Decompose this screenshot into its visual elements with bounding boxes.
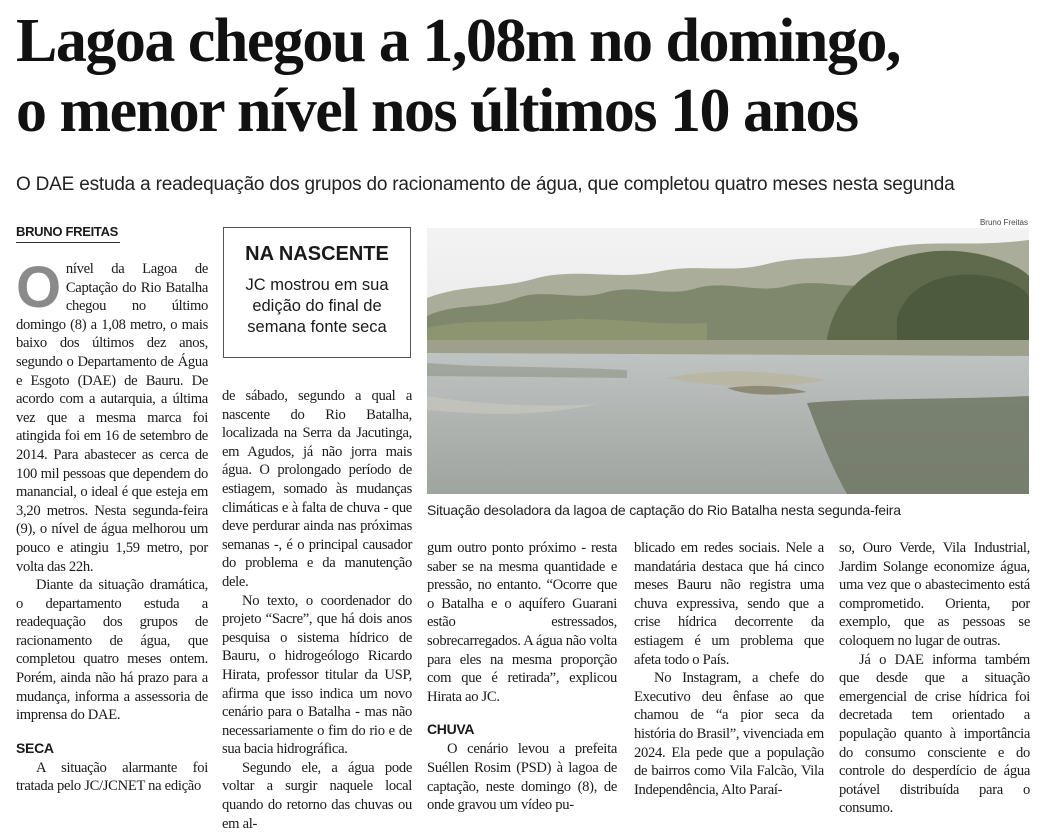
- article-paragraph: A situação alarmante foi tratada pelo JC/JCNET na edição: [16, 759, 208, 795]
- article-column-4: [634, 539, 824, 799]
- author-byline: BRUNO FREITAS: [16, 224, 120, 243]
- section-heading-seca: SECA: [16, 739, 54, 756]
- article-paragraph: No Instagram, a chefe do Executivo deu ênfase ao que chamou de “a pior seca da história do Brasil”, vivenciada em 2024. Ela pede que a população de bairros como Vila Falcão, Vila Independência, Alto Paraí-: [634, 670, 824, 798]
- box-title: NA NASCENTE: [245, 243, 389, 265]
- related-story-box[interactable]: [223, 227, 411, 358]
- lagoon-photo: [427, 228, 1029, 494]
- photo-credit: Bruno Freitas: [979, 218, 1028, 227]
- headline-line-1: Lagoa chegou a 1,08m no domingo,: [16, 7, 900, 75]
- article-paragraph: so, Ouro Verde, Vila Industrial, Jardim Solange economize água, uma vez que o abastecimento está comprometido. Orienta, por exemplo, que as pessoas se coloquem no lugar de outras.: [839, 540, 1030, 649]
- article-paragraph: Diante da situação dramática, o departamento estuda a readequação dos grupos de racionamento de água, que completou quatro meses ontem. Porém, ainda não há prazo para a mudança, informa a assessoria de imprensa do DAE.: [16, 577, 208, 724]
- article-paragraph: Já o DAE informa também que desde que a situação emergencial de crise hídrica foi decretada tem orientado a população quanto à importância do consumo consciente e do controle do desperdício de água potável distribuída para o consumo.: [839, 651, 1030, 817]
- article-paragraph: No texto, o coordenador do projeto “Sacre”, que há dois anos pesquisa o sistema hídrico de Bauru, o hidrogeólogo Ricardo Hirata, professor titular da USP, afirma que isso indica um novo cenário para o Batalha - mas não necessariamente o fim do rio e de sua bacia hidrográfica.: [222, 592, 412, 758]
- article-column-2: [222, 387, 412, 833]
- article-column-3: [427, 539, 617, 815]
- article-column-5: [839, 539, 1030, 818]
- section-heading-chuva: CHUVA: [427, 721, 475, 738]
- article-paragraph: de sábado, segundo a qual a nascente do Rio Batalha, localizada na Serra da Jacutinga, em Agudos, já não jorra mais água. O prolongado período de estiagem, somado às mudanças climáticas e à falta de chuva - que deve perdurar ainda nas próximas semanas -, é o principal causador do problema e da manutenção dele.: [222, 388, 412, 590]
- box-text: JC mostrou em sua edição do final de semana fonte seca: [245, 276, 389, 336]
- article-paragraph: blicado em redes sociais. Nele a mandatária destaca que há cinco meses Bauru não registra uma chuva expressiva, sendo que a crise hídrica decorrente da estiagem é um problema que afeta todo o País.: [634, 540, 824, 668]
- headline: [16, 6, 1046, 146]
- drop-cap: O: [16, 255, 61, 320]
- article-column-1: [16, 255, 208, 796]
- article-paragraph: O cenário levou a prefeita Suéllen Rosim (PSD) à lagoa de captação, neste domingo (8), de onde gravou um vídeo pu-: [427, 741, 617, 814]
- article-paragraph: Segundo ele, a água pode voltar a surgir naquele local quando do retorno das chuvas ou em al-: [222, 759, 412, 832]
- headline-line-2: o menor nível nos últimos 10 anos: [16, 77, 858, 145]
- article-paragraph: gum outro ponto próximo - resta saber se na mesma quantidade e pressão, no entanto. “Ocorre que o Batalha e o aquífero Guarani estão estressados, sobrecarregados. A água não volta para eles na mesma proporção com que é retirada”, explicou Hirata ao JC.: [427, 540, 617, 705]
- subheadline: O DAE estuda a readequação dos grupos do racionamento de água, que completou quatro meses nesta segunda: [16, 174, 955, 195]
- article-paragraph: Onível da Lagoa de Captação do Rio Batalha chegou no último domingo (8) a 1,08 metro, o mais baixo dos últimos dez anos, segundo o Departamento de Água e Esgoto (DAE) de Bauru. De acordo com a autarquia, a última vez que a mesma marca foi atingida foi em 16 de setembro de 2014. Para abastecer as cerca de 100 mil pessoas que dependem do manancial, o ideal é que esteja em 3,20 metros. Nesta segunda-feira (9), o nível de água melhorou um pouco e atingiu 1,59 metro, por volta das 22h.: [16, 255, 208, 575]
- photo-caption: Situação desoladora da lagoa de captação do Rio Batalha nesta segunda-feira: [427, 502, 901, 518]
